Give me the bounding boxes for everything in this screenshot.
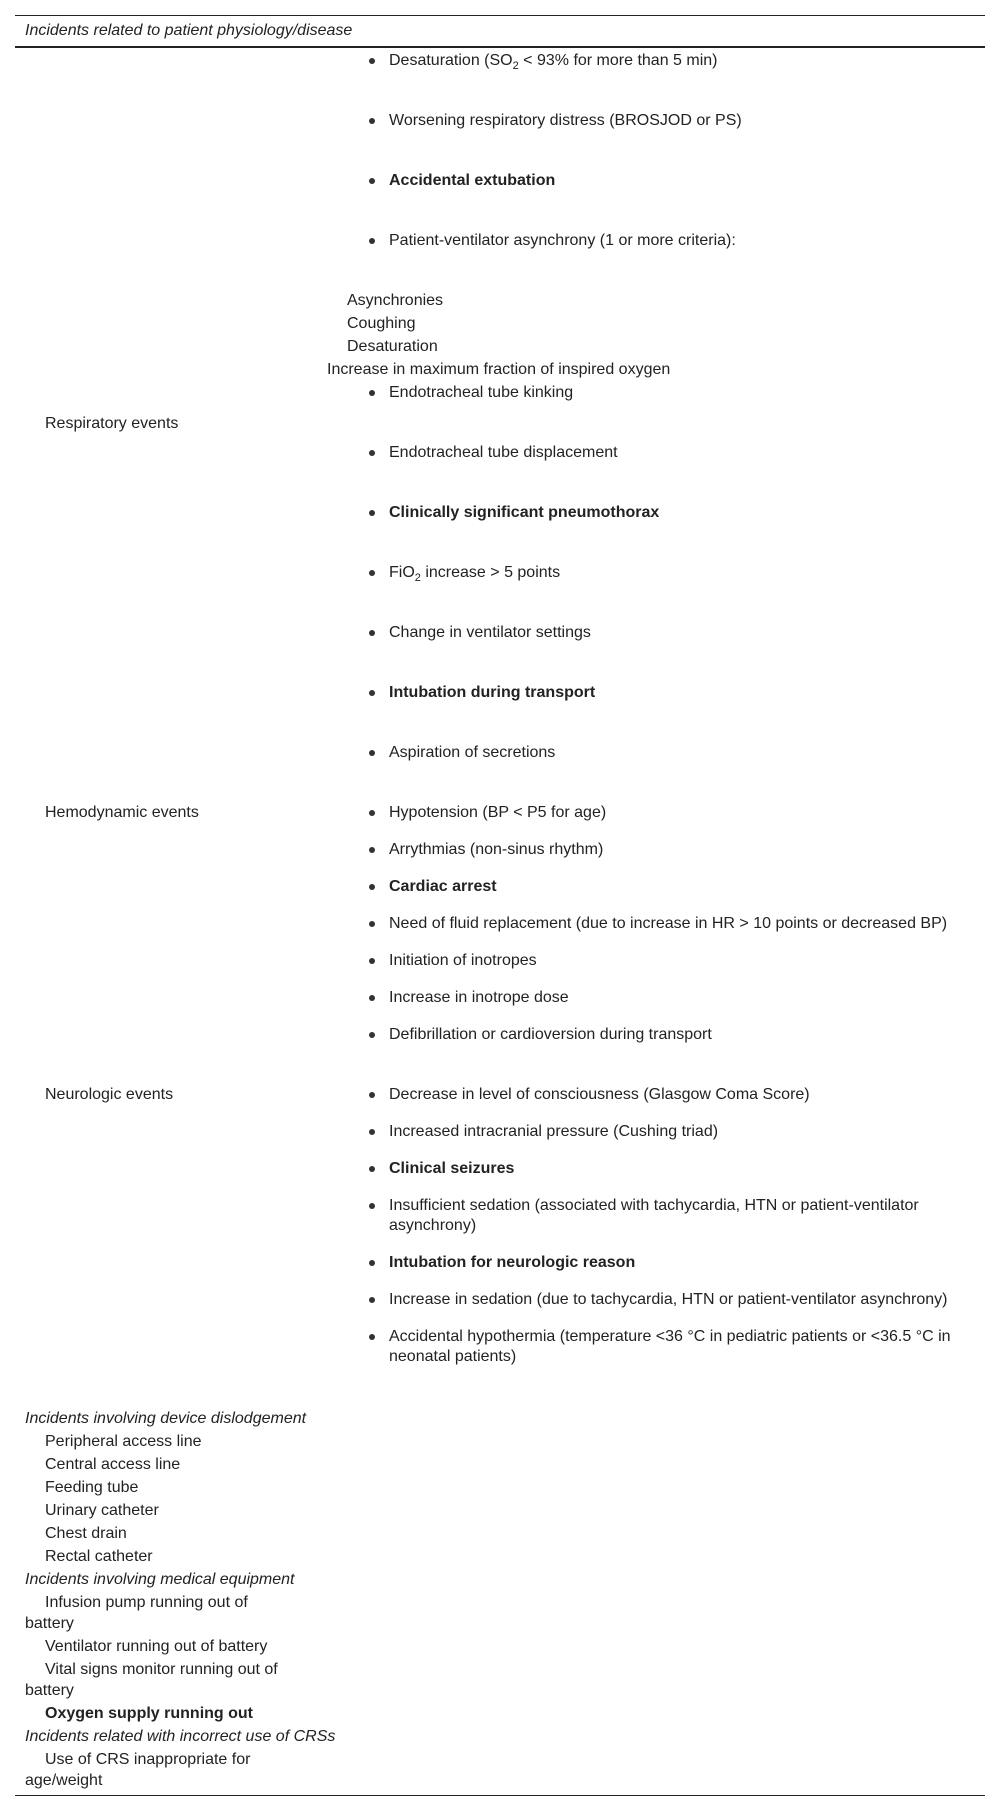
item-tube-displacement: Endotracheal tube displacement [389,444,618,461]
bullet-icon [369,1297,375,1303]
device-rectal-catheter: Rectal catheter [45,1548,153,1565]
device-urinary-catheter: Urinary catheter [45,1502,159,1519]
item-worsening-distress: Worsening respiratory distress (BROSJOD or PS) [389,112,742,129]
equipment-ventilator-battery: Ventilator running out of battery [45,1638,268,1655]
bullet-icon [369,1260,375,1266]
bullet-icon [369,958,375,964]
bullet-icon [369,510,375,516]
bullet-icon [369,1203,375,1209]
bullet-icon [369,118,375,124]
crs-inappropriate-cont: age/weight [25,1772,103,1789]
category-hemodynamic: Hemodynamic events [45,804,199,821]
bullet-icon [369,1166,375,1172]
item-fio2-increase: FiO$_2$ increase > 5 points [389,564,561,585]
item-intracranial-pressure: Increased intracranial pressure (Cushing triad) [389,1123,719,1140]
item-sedation-increase: Increase in sedation (due to tachycardia, HTN or patient-ventilator asynchrony) [389,1291,948,1308]
item-asynchrony: Patient-ventilator asynchrony (1 or more criteria): [389,232,736,249]
bullet-icon [369,450,375,456]
bullet-icon [369,58,375,64]
sub-item-asynchronies: Asynchronies [347,292,444,309]
equipment-monitor-battery: Vital signs monitor running out of [45,1661,278,1678]
item-hypothermia: Accidental hypothermia (temperature <36 °C in pediatric patients or <36.5 °C in neonatal patients) [389,1328,951,1365]
item-tube-kinking: Endotracheal tube kinking [389,384,574,401]
section-device-dislodgement: Incidents involving device dislodgement [25,1410,307,1427]
bullet-icon [369,921,375,927]
equipment-infusion-pump-cont: battery [25,1615,74,1632]
bullet-icon [369,690,375,696]
device-chest-drain: Chest drain [45,1525,127,1542]
category-neurologic: Neurologic events [45,1086,174,1103]
item-inotropes-initiation: Initiation of inotropes [389,952,537,969]
bullet-icon [369,630,375,636]
item-neurologic-intubation: Intubation for neurologic reason [389,1254,636,1271]
item-inotrope-dose: Increase in inotrope dose [389,989,569,1006]
bullet-icon [369,995,375,1001]
bullet-icon [369,847,375,853]
section-physiology: Incidents related to patient physiology/disease [25,22,353,39]
item-aspiration: Aspiration of secretions [389,744,556,761]
bullet-icon [369,238,375,244]
item-desaturation: Desaturation ($SO_2 < 93\%$ for more than 5 min) [389,52,718,73]
item-clinical-seizures: Clinical seizures [389,1160,515,1177]
item-hypotension: Hypotension (BP < P5 for age) [389,804,607,821]
device-feeding-tube: Feeding tube [45,1479,139,1496]
sub-item-desaturation: Desaturation [347,338,438,355]
bullet-icon [369,1032,375,1038]
equipment-monitor-battery-cont: battery [25,1682,74,1699]
crs-inappropriate: Use of CRS inappropriate for [45,1751,251,1768]
bullet-icon [369,1334,375,1340]
item-cardiac-arrest: Cardiac arrest [389,878,497,895]
bullet-icon [369,1092,375,1098]
top-rule [15,15,985,16]
section-medical-equipment: Incidents involving medical equipment [25,1571,295,1588]
item-fluid-replacement: Need of fluid replacement (due to increase in HR > 10 points or decreased BP) [389,915,948,932]
item-ventilator-settings: Change in ventilator settings [389,624,591,641]
bullet-icon [369,810,375,816]
bottom-rule [15,1795,985,1796]
device-peripheral-line: Peripheral access line [45,1433,202,1450]
item-defibrillation: Defibrillation or cardioversion during transport [389,1026,712,1043]
header-rule [15,46,985,48]
sub-item-fio2-increase: Increase in maximum fraction of inspired oxygen [327,361,671,378]
sub-item-coughing: Coughing [347,315,416,332]
bullet-icon [369,884,375,890]
device-central-line: Central access line [45,1456,181,1473]
item-consciousness: Decrease in level of consciousness (Glasgow Coma Score) [389,1086,810,1103]
item-intubation-transport: Intubation during transport [389,684,596,701]
equipment-oxygen-supply: Oxygen supply running out [45,1705,253,1722]
bullet-icon [369,390,375,396]
equipment-infusion-pump: Infusion pump running out of [45,1594,248,1611]
item-insufficient-sedation: Insufficient sedation (associated with tachycardia, HTN or patient-ventilator asynchrony) [389,1197,919,1234]
category-respiratory: Respiratory events [45,415,179,432]
item-accidental-extubation: Accidental extubation [389,172,556,189]
bullet-icon [369,570,375,576]
bullet-icon [369,1129,375,1135]
section-crs: Incidents related with incorrect use of CRSs [25,1728,336,1745]
item-arrhythmias: Arrythmias (non-sinus rhythm) [389,841,604,858]
bullet-icon [369,178,375,184]
item-pneumothorax: Clinically significant pneumothorax [389,504,660,521]
bullet-icon [369,750,375,756]
